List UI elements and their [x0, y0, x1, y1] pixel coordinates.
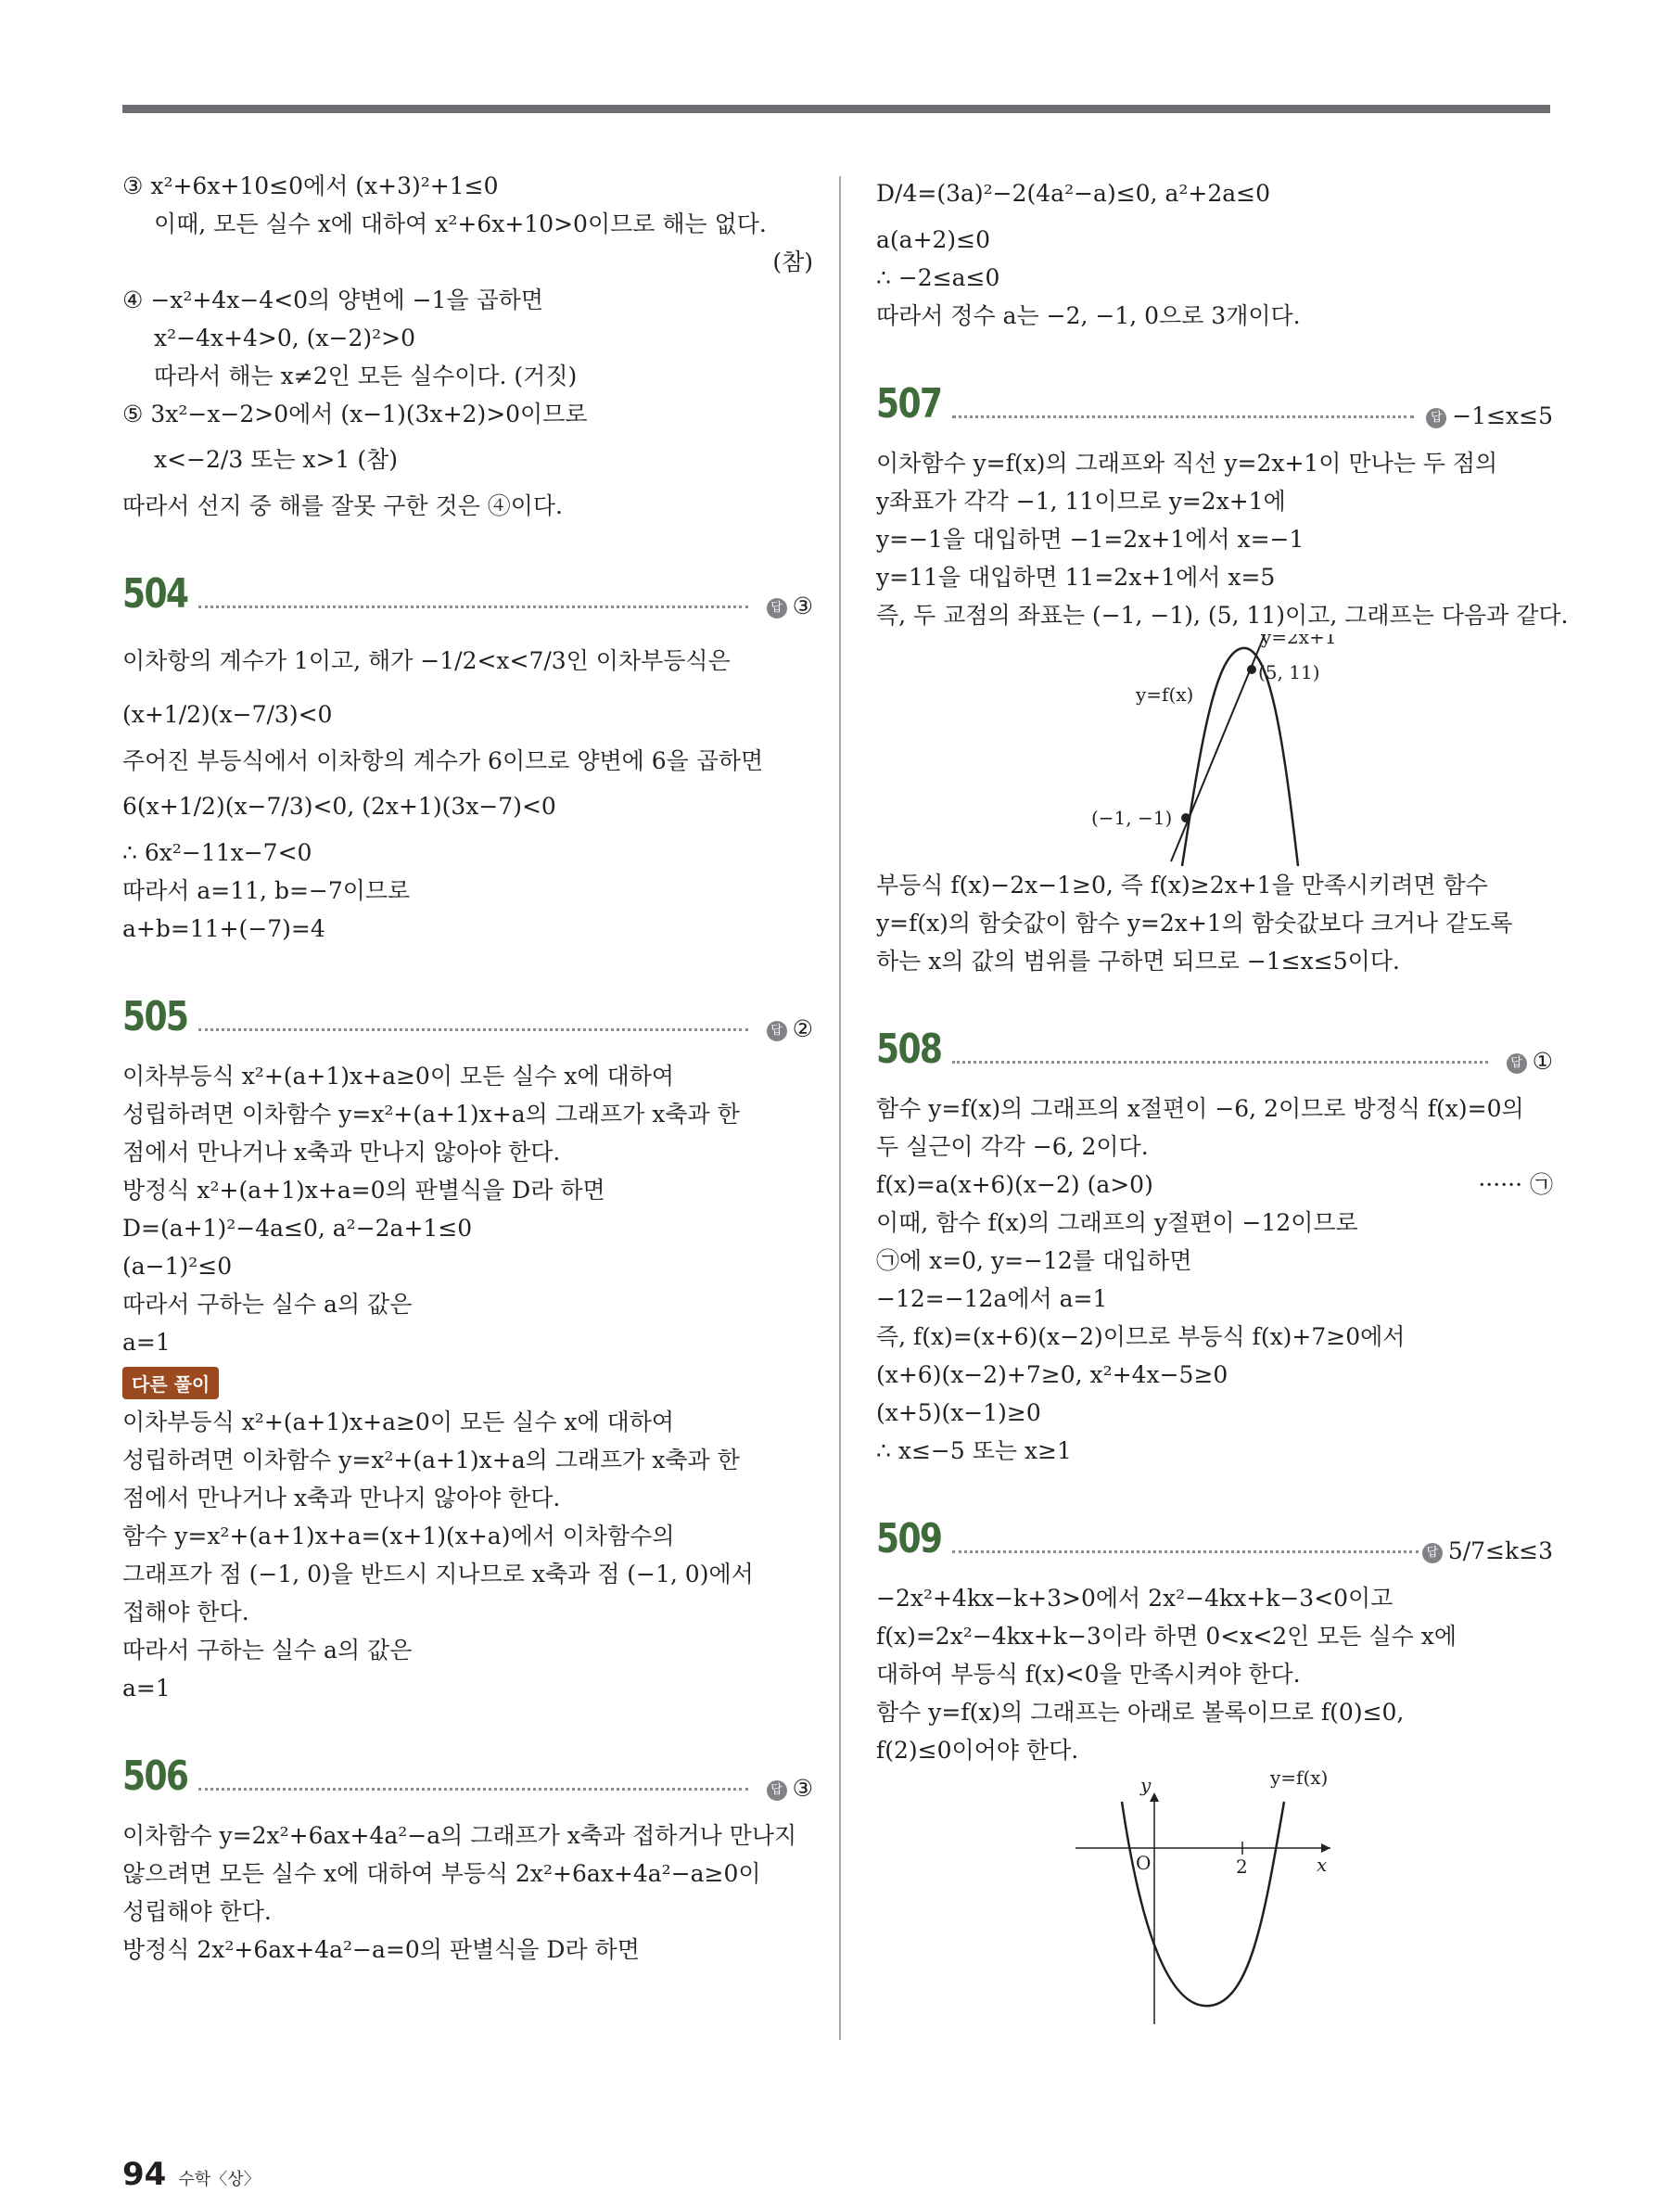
answer-value: ① [1532, 1048, 1553, 1075]
text-line: 함수 y=f(x)의 그래프의 x절편이 −6, 2이므로 방정식 f(x)=0의 [876, 1095, 1524, 1122]
text-line: a+b=11+(−7)=4 [122, 915, 325, 942]
section-number: 506 [122, 1753, 188, 1800]
text-line: 성립하려면 이차함수 y=x²+(a+1)x+a의 그래프가 x축과 한 [122, 1101, 740, 1128]
text-line: (x+1/2)(x−7/3)<0 [122, 701, 333, 728]
answer-value: −1≤x≤5 [1452, 402, 1553, 429]
point-label: (5, 11) [1258, 661, 1320, 683]
curve-label: y=f(x) [1270, 1769, 1329, 1789]
equation: f(x)=a(x+6)(x−2) (a>0) [876, 1171, 1153, 1198]
text-line: (x+6)(x−2)+7≥0, x²+4x−5≥0 [876, 1361, 1228, 1388]
text-line: 이차항의 계수가 1이고, 해가 −1/2<x<7/3인 이차부등식은 [122, 647, 731, 674]
y-axis-arrow-icon [1150, 1792, 1159, 1802]
text-line: 함수 y=x²+(a+1)x+a=(x+1)(x+a)에서 이차함수의 [122, 1523, 675, 1549]
answer-icon: 답 [767, 1780, 787, 1801]
curve-label: y=f(x) [1136, 683, 1194, 706]
dotted-leader [198, 1028, 748, 1031]
text-line: ∴ −2≤a≤0 [876, 264, 1000, 291]
section-header-508 [876, 1010, 1553, 1077]
text-line: 점에서 만나거나 x축과 만나지 않아야 한다. [122, 1485, 561, 1511]
text-line: 즉, 두 교점의 좌표는 (−1, −1), (5, 11)이고, 그래프는 다음과 같다. [876, 602, 1569, 629]
graph-509 [876, 1769, 1553, 2029]
text-line: 6(x+1/2)(x−7/3)<0, (2x+1)(3x−7)<0 [122, 793, 556, 820]
text-line: y=11을 대입하면 11=2x+1에서 x=5 [876, 564, 1276, 591]
text-line: 성립하려면 이차함수 y=x²+(a+1)x+a의 그래프가 x축과 한 [122, 1447, 740, 1473]
alt-solution-tag: 다른 풀이 [122, 1367, 219, 1399]
text-line: y=−1을 대입하면 −1=2x+1에서 x=−1 [876, 526, 1305, 553]
page-footer [122, 2156, 261, 2193]
answer-badge [767, 593, 813, 619]
text-line: 접해야 한다. [122, 1599, 249, 1626]
section-number: 505 [122, 993, 188, 1040]
text-line: ⑤ 3x²−x−2>0에서 (x−1)(3x+2)>0이므로 [122, 401, 588, 427]
text-line: 점에서 만나거나 x축과 만나지 않아야 한다. [122, 1139, 561, 1166]
dotted-leader [952, 415, 1414, 418]
section-header-505 [122, 977, 813, 1044]
text-line: 방정식 2x²+6ax+4a²−a=0의 판별식을 D라 하면 [122, 1936, 640, 1963]
column-divider [839, 176, 841, 2040]
answer-value: 5/7≤k≤3 [1447, 1537, 1553, 1564]
answer-icon: 답 [1422, 1543, 1443, 1563]
text-line: (x+5)(x−1)≥0 [876, 1399, 1041, 1426]
text-line: a=1 [122, 1675, 171, 1702]
text-line: 따라서 a=11, b=−7이므로 [122, 877, 411, 904]
text-line: 함수 y=f(x)의 그래프는 아래로 볼록이므로 f(0)≤0, [876, 1699, 1405, 1726]
graph-507-svg [876, 634, 1553, 866]
text-line: 이때, 함수 f(x)의 그래프의 y절편이 −12이므로 [876, 1209, 1358, 1236]
intersection-point [1181, 813, 1190, 822]
text-line: 성립해야 한다. [122, 1898, 272, 1925]
section-header-504 [122, 555, 813, 621]
dotted-leader [952, 1550, 1419, 1553]
answer-value: ③ [792, 593, 813, 619]
text-line: x²−4x+4>0, (x−2)²>0 [154, 325, 416, 351]
tick-label: 2 [1236, 1855, 1248, 1878]
text-line: ∴ x≤−5 또는 x≥1 [876, 1437, 1072, 1464]
text-line: ③ x²+6x+10≤0에서 (x+3)²+1≤0 [122, 172, 499, 199]
origin-label: O [1136, 1852, 1152, 1874]
text-line: x<−2/3 또는 x>1 (참) [154, 446, 398, 473]
right-column [876, 167, 1569, 2029]
text-line: 따라서 정수 a는 −2, −1, 0으로 3개이다. [876, 302, 1301, 329]
point-label: (−1, −1) [1091, 807, 1173, 829]
text-line: −12=−12a에서 a=1 [876, 1285, 1108, 1312]
text-line: 이때, 모든 실수 x에 대하여 x²+6x+10>0이므로 해는 없다. [154, 210, 767, 237]
section-header-506 [122, 1737, 813, 1804]
text-line: 이차부등식 x²+(a+1)x+a≥0이 모든 실수 x에 대하여 [122, 1063, 675, 1090]
graph-507 [876, 634, 1553, 866]
book-title: 수학〈상〉 [178, 2170, 261, 2189]
answer-icon: 답 [1507, 1053, 1527, 1074]
text-line: 이차함수 y=f(x)의 그래프와 직선 y=2x+1이 만나는 두 점의 [876, 450, 1498, 477]
text-line: a(a+2)≤0 [876, 226, 991, 253]
dotted-leader [952, 1061, 1488, 1064]
text-line: 이차부등식 x²+(a+1)x+a≥0이 모든 실수 x에 대하여 [122, 1409, 675, 1435]
section-header-509 [876, 1499, 1553, 1566]
graph-509-svg [876, 1769, 1553, 2029]
answer-badge [1422, 1537, 1553, 1564]
text-line: ㉠에 x=0, y=−12를 대입하면 [876, 1247, 1192, 1274]
text-line: 따라서 구하는 실수 a의 값은 [122, 1291, 413, 1318]
answer-badge [1426, 402, 1553, 429]
text-line: 따라서 해는 x≠2인 모든 실수이다. (거짓) [154, 363, 578, 389]
section-number: 507 [876, 380, 942, 427]
answer-icon: 답 [767, 1021, 787, 1041]
text-line: ④ −x²+4x−4<0의 양변에 −1을 곱하면 [122, 287, 543, 313]
text-line: 두 실근이 각각 −6, 2이다. [876, 1133, 1149, 1160]
page-number: 94 [122, 2156, 167, 2193]
text-line: (a−1)²≤0 [122, 1253, 233, 1280]
text-line: D/4=(3a)²−2(4a²−a)≤0, a²+2a≤0 [876, 180, 1270, 207]
x-axis-arrow-icon [1321, 1843, 1330, 1853]
dotted-leader [198, 606, 748, 608]
text-line: 부등식 f(x)−2x−1≥0, 즉 f(x)≥2x+1을 만족시키려면 함수 [876, 872, 1488, 899]
section-number: 509 [876, 1515, 942, 1562]
text-line: 방정식 x²+(a+1)x+a=0의 판별식을 D라 하면 [122, 1177, 605, 1204]
text-line: 따라서 선지 중 해를 잘못 구한 것은 ④이다. [122, 492, 563, 519]
text-line: −2x²+4kx−k+3>0에서 2x²−4kx+k−3<0이고 [876, 1585, 1394, 1612]
section-number: 504 [122, 570, 188, 618]
text-line: 않으려면 모든 실수 x에 대하여 부등식 2x²+6ax+4a²−a≥0이 [122, 1860, 761, 1887]
section-number: 508 [876, 1026, 942, 1073]
answer-icon: 답 [767, 598, 787, 618]
dotted-leader [198, 1788, 748, 1791]
answer-icon: 답 [1426, 408, 1446, 428]
text-line: ∴ 6x²−11x−7<0 [122, 839, 312, 866]
text-line: y좌표가 각각 −1, 11이므로 y=2x+1에 [876, 488, 1286, 515]
text-line: f(2)≤0이어야 한다. [876, 1737, 1079, 1764]
left-column [122, 167, 813, 1969]
equation-mark: ······ ㉠ [1478, 1171, 1553, 1198]
text-line: 하는 x의 값의 범위를 구하면 되므로 −1≤x≤5이다. [876, 948, 1400, 975]
text-line: 따라서 구하는 실수 a의 값은 [122, 1637, 413, 1664]
text-line [876, 1166, 1553, 1204]
answer-badge [767, 1775, 813, 1802]
text-line: 주어진 부등식에서 이차항의 계수가 6이므로 양변에 6을 곱하면 [122, 747, 764, 774]
text-line: 그래프가 점 (−1, 0)을 반드시 지나므로 x축과 점 (−1, 0)에서 [122, 1561, 754, 1587]
section-header-507 [876, 364, 1553, 431]
line-label: y=2x+1 [1261, 634, 1337, 648]
top-rule [122, 105, 1550, 113]
text-line: a=1 [122, 1329, 171, 1356]
text-line: f(x)=2x²−4kx+k−3이라 하면 0<x<2인 모든 실수 x에 [876, 1623, 1457, 1650]
y-axis-label: y [1140, 1774, 1152, 1796]
text-line: (참) [772, 249, 813, 275]
answer-badge [1507, 1048, 1553, 1075]
answer-badge [767, 1015, 813, 1042]
text-line: y=f(x)의 함숫값이 함수 y=2x+1의 함숫값보다 크거나 같도록 [876, 910, 1513, 937]
answer-value: ③ [792, 1775, 813, 1802]
text-line: D=(a+1)²−4a≤0, a²−2a+1≤0 [122, 1215, 473, 1242]
text-line: 대하여 부등식 f(x)<0을 만족시켜야 한다. [876, 1661, 1301, 1688]
text-line: 즉, f(x)=(x+6)(x−2)이므로 부등식 f(x)+7≥0에서 [876, 1323, 1406, 1350]
intersection-point [1247, 665, 1256, 674]
x-axis-label: x [1317, 1854, 1328, 1876]
text-line: 이차함수 y=2x²+6ax+4a²−a의 그래프가 x축과 접하거나 만나지 [122, 1822, 797, 1849]
parabola-curve [1122, 1802, 1284, 2006]
answer-value: ② [792, 1015, 813, 1042]
